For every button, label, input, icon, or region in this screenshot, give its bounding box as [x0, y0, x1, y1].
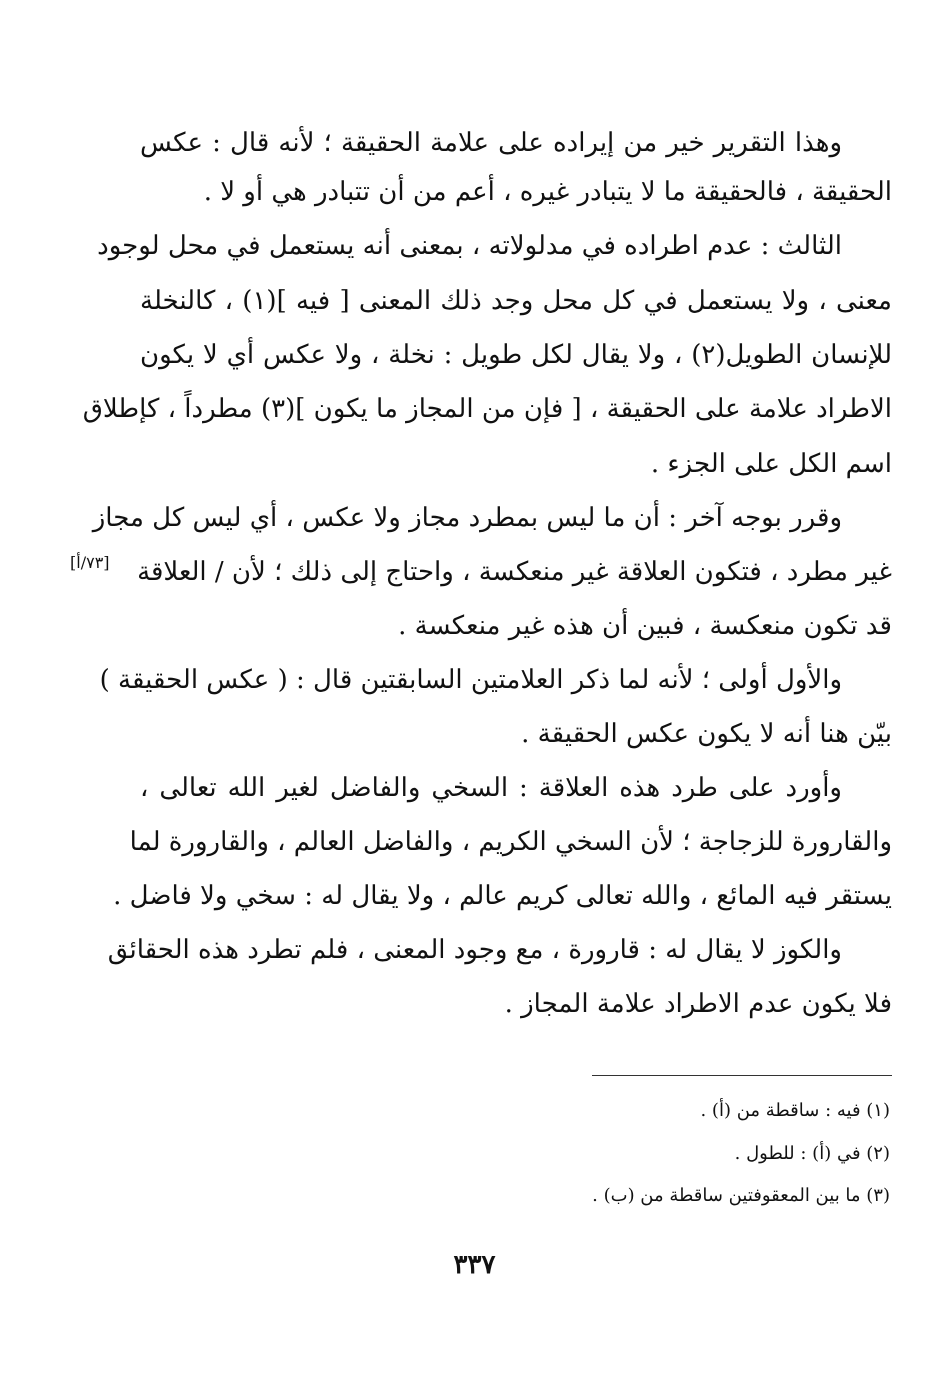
body-line-16: والكوز لا يقال له : قارورة ، مع وجود المعنى ، فلم تطرد هذه الحقائق: [107, 935, 842, 965]
margin-folio-note: [٧٣/أ]: [70, 553, 110, 572]
body-line-12: بيّن هنا أنه لا يكون عكس الحقيقة .: [521, 719, 892, 749]
body-line-17: فلا يكون عدم الاطراد علامة المجاز .: [504, 989, 892, 1019]
body-line-13: وأورد على طرد هذه العلاقة : السخي والفاضل لغير الله تعالى ،: [140, 773, 842, 803]
footnote-separator: [592, 1075, 892, 1076]
body-line-1: وهذا التقرير خير من إيراده على علامة الحقيقة ؛ لأنه قال : عكس: [140, 128, 842, 158]
body-line-6: الاطراد علامة على الحقيقة ، [ فإن من المجاز ما يكون ](٣) مطرداً ، كإطلاق: [82, 394, 892, 424]
page-number: ٣٣٧: [453, 1250, 496, 1280]
body-line-3: الثالث : عدم اطراده في مدلولاته ، بمعنى أنه يستعمل في محل لوجود: [97, 231, 842, 261]
body-line-5: للإنسان الطويل(٢) ، ولا يقال لكل طويل : نخلة ، ولا عكس أي لا يكون: [140, 340, 892, 370]
body-line-8: وقرر بوجه آخر : أن ما ليس بمطرد مجاز ولا عكس ، أي ليس كل مجاز: [92, 503, 842, 533]
body-line-9: غير مطرد ، فتكون العلاقة غير منعكسة ، واحتاج إلى ذلك ؛ لأن / العلاقة: [137, 557, 892, 587]
body-line-10: قد تكون منعكسة ، فبين أن هذه غير منعكسة .: [398, 611, 892, 641]
footnote-2: (٢) في (أ) : للطول .: [734, 1143, 890, 1164]
footnote-1: (١) فيه : ساقطة من (أ) .: [700, 1100, 890, 1121]
body-line-15: يستقر فيه المائع ، والله تعالى كريم عالم ، ولا يقال له : سخي ولا فاضل .: [113, 881, 892, 911]
footnote-3: (٣) ما بين المعقوفتين ساقطة من (ب) .: [592, 1185, 890, 1206]
body-line-11: والأول أولى ؛ لأنه لما ذكر العلامتين السابقتين قال : ( عكس الحقيقة ): [99, 665, 842, 695]
body-line-2: الحقيقة ، فالحقيقة ما لا يتبادر غيره ، أعم من أن تتبادر هي أو لا .: [203, 177, 892, 207]
body-line-14: والقارورة للزجاجة ؛ لأن السخي الكريم ، والفاضل العالم ، والقارورة لما: [129, 827, 892, 857]
body-line-7: اسم الكل على الجزء .: [650, 449, 892, 479]
body-line-4: معنى ، ولا يستعمل في كل محل وجد ذلك المعنى [ فيه ](١) ، كالنخلة: [140, 286, 892, 316]
